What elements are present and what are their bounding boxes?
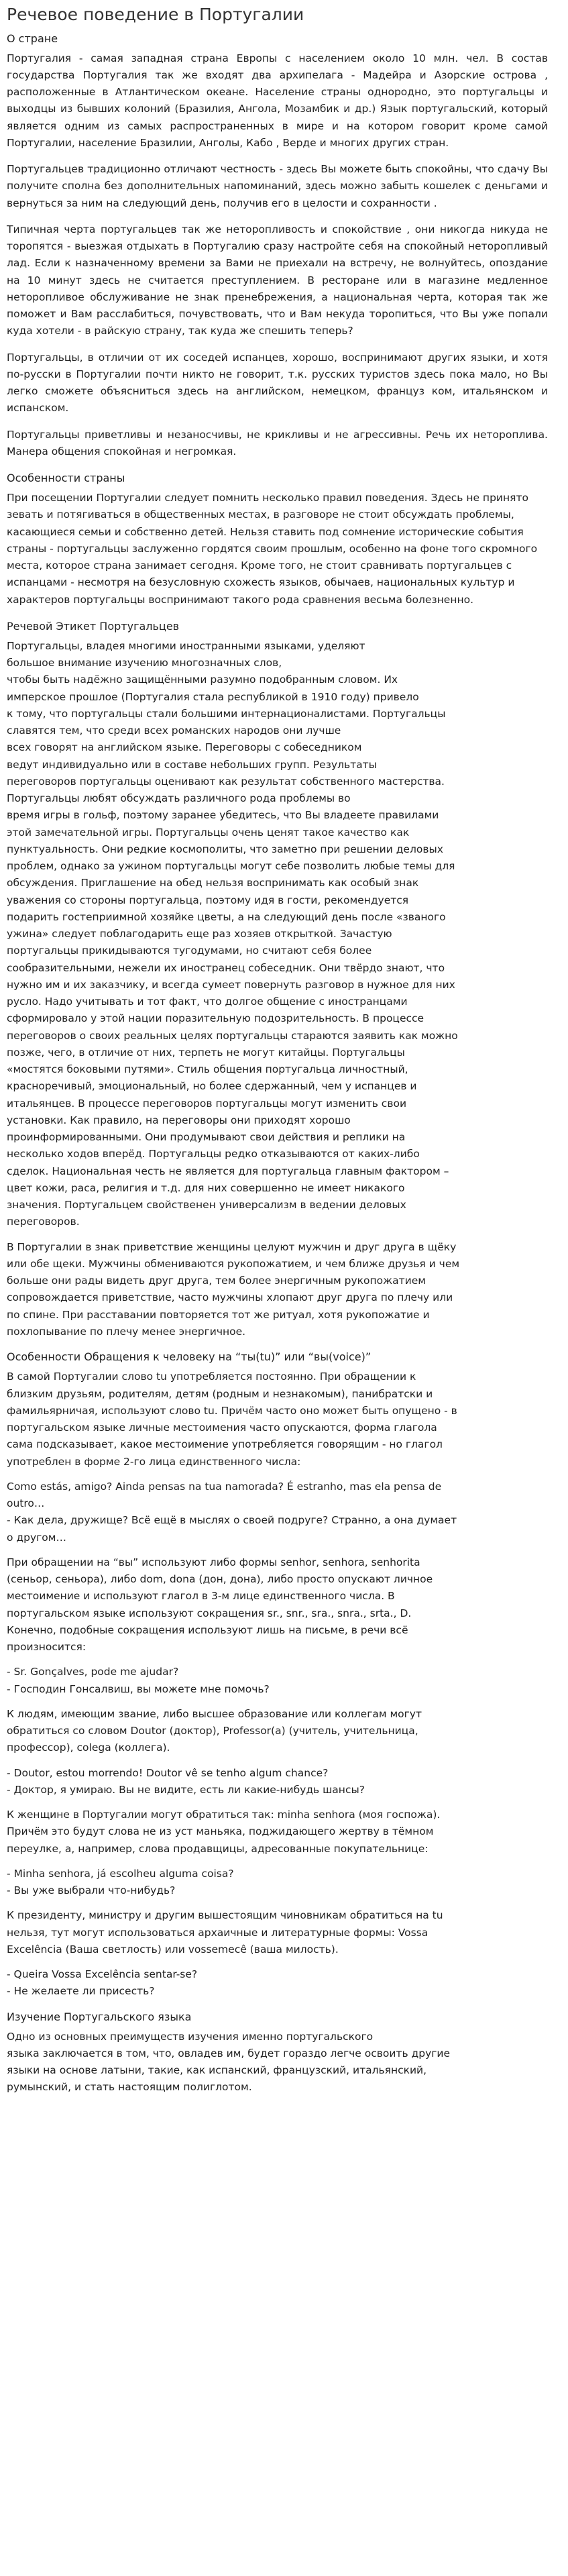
section-heading: О стране — [7, 32, 58, 45]
example-dialogue: - Minha senhora, já escolheu alguma coisa? - Вы уже выбрали что-нибудь? — [7, 1867, 234, 1897]
paragraph: В Португалии в знак приветствие женщины целуют мужчин и друг друга в щёку или обе щеки. Мужчины обмениваются рукопожатием, и чем ближе друзья и чем больше они рады видеть друг друга, тем более энергичным рукопожатием сопровождается приветствие, часто мужчины хлопают друг друга по плечу или по спине. При расставании повторяется тот же ритуал, хотя рукопожатие и похлопывание по плечу менее энергичное. — [7, 1240, 460, 1338]
section-learning-portuguese — [7, 2008, 548, 2096]
paragraph: Португальцев традиционно отличают честность - здесь Вы можете быть спокойны, что сдачу Вы получите сполна без дополнительных напоминаний, здесь можно забыть кошелек с деньгами и вернуться за ним на следующий день, получив его в целости и сохранности . — [7, 163, 548, 209]
paragraph: При обращении на “вы” используют либо формы senhor, senhora, senhorita (сеньор, сеньора), либо dom, dona (дон, дона), либо просто опускают личное местоимение и используют глагол в 3-м лице единственного числа. В португальском языке используют сокращения sr., snr., sra., snra., srta., D. Конечно, подобные сокращения используют лишь на письме, в речи всё произносится: — [7, 1556, 433, 1654]
example-dialogue: Como estás, amigo? Ainda pensas na tua namorada? É estranho, mas ela pensa de outro… - Как дела, дружище? Всё ещё в мыслях о своей подруге? Странно, а она думает о другом… — [7, 1480, 457, 1544]
section-heading: Изучение Португальского языка — [7, 2010, 192, 2023]
section-heading: Особенности страны — [7, 472, 125, 485]
section-heading: Речевой Этикет Португальцев — [7, 619, 180, 633]
page-title: Речевое поведение в Португалии — [7, 5, 304, 24]
paragraph: При посещении Португалии следует помнить несколько правил поведения. Здесь не принято зевать и потягиваться в общественных местах, в разговоре не стоит обсуждать проблемы, касающиеся семьи и собственно детей. Нельзя ставить под сомнение исторические события страны - португальцы заслуженно гордятся своим прошлым, особенно на фоне того скромного места, которое страна занимает сегодня. Кроме того, не стоит сравнивать португальцев с испанцами - несмотря на безусловную схожесть языков, обычаев, национальных культур и характеров португальцы воспринимают такого рода сравнения весьма болезненно. — [7, 492, 538, 606]
paragraph: В самой Португалии слово tu употребляется постоянно. При обращении к близким друзьям, родителям, детям (родным и незнакомым), панибратски и фамильярничая, используют слово tu. Причём часто оно может быть опущено - в португальском языке личные местоимения часто опускаются, форма глагола сама подсказывает, какое местоимение употребляется говорящим - но глагол употреблен в форме 2-го лица единственного числа: — [7, 1371, 457, 1468]
example-dialogue: - Doutor, estou morrendo! Doutor vê se tenho algum chance? - Доктор, я умираю. Вы не видите, есть ли какие-нибудь шансы? — [7, 1766, 365, 1796]
example-dialogue: - Queira Vossa Excelência sentar-se? - Не желаете ли присесть? — [7, 1968, 198, 1998]
section-country-features — [7, 470, 548, 608]
section-speech-etiquette — [7, 618, 548, 1340]
paragraph: Португальцы, владея многими иностранными языками, уделяют большое внимание изучению многозначных слов, чтобы быть надёжно защищёнными разумно подобранным словом. Их имперское прошлое (Португалия стала республикой в 1910 году) привело к тому, что португальцы стали большими интернационалистами. Португальцы славятся тем, что среди всех романских народов они лучше всех говорят на английском языке. Переговоры с собеседником ведут индивидуально или в составе небольших групп. Результаты переговоров португальцы оценивают как результат собственного мастерства. Португальцы любят обсуждать различного рода проблемы во время игры в гольф, поэтому заранее убедитесь, что Вы владеете правилами этой замечательной игры. Португальцы очень ценят такое качество как пунктуальность. Они редкие космополиты, что заметно при решении деловых проблем, однако за ужином португальцы могут себе позволить любые темы для обсуждения. Приглашение на обед нельзя воспринимать как особый знак уважения со стороны португальца, поэтому идя в гости, рекомендуется подарить гостеприимной хозяйке цветы, а на следующий день после «званого ужина» следует поблагодарить еще раз хозяев открыткой. Зачастую португальцы прикидываются тугодумами, но считают себя более сообразительными, нежели их иностранец собеседник. Они твёрдо знают, что нужно им и их заказчику, и всегда сумеет повернуть разговор в нужное для них русло. Надо учитывать и тот факт, что долгое общение с иностранцами сформировало у этой нации поразительную подозрительность. В процессе переговоров о своих реальных целях португальцы стараются заявить как можно позже, чего, в отличие от них, терпеть не могут китайцы. Португальцы «мостятся боковыми путями». Стиль общения португальца личностный, красноречивый, эмоциональный, но более сдержанный, чем у испанцев и итальянцев. В процессе переговоров португальцы могут изменить свои установки. Как правило, на переговоры они приходят хорошо проинформированными. Они продумывают свои действия и реплики на несколько ходов вперёд. Португальцы редко отказываются от каких-либо сделок. Национальная честь не является для португальца главным фактором – цвет кожи, раса, религия и т.д. для них совершенно не имеет никакого значения. Португальцем свойственен универсализм в ведении деловых переговоров. — [7, 639, 458, 1228]
section-forms-of-address — [7, 1348, 548, 2000]
paragraph: К женщине в Португалии могут обратиться так: minha senhora (моя госпожа). Причём это будут слова не из уст маньяка, поджидающего жертву в тёмном переулке, а, например, слова продавщицы, адресованные покупательнице: — [7, 1809, 441, 1855]
paragraph: Одно из основных преимуществ изучения именно португальского языка заключается в том, что, овладев им, будет гораздо легче освоить другие языки на основе латыни, такие, как испанский, французский, итальянский, румынский, и стать настоящим полиглотом. — [7, 2030, 450, 2094]
example-dialogue: - Sr. Gonçalves, pode me ajudar? - Господин Гонсалвиш, вы можете мне помочь? — [7, 1666, 270, 1695]
paragraph: К людям, имеющим звание, либо высшее образование или коллегам могут обратиться со словом Doutor (доктор), Professor(a) (учитель, учительница, профессор), colega (коллега). — [7, 1707, 422, 1754]
section-about-country — [7, 30, 548, 461]
paragraph: Типичная черта португальцев так же неторопливость и спокойствие , они никогда никуда не торопятся - выезжая отдыхать в Португалию сразу настройте себя на спокойный неторопливый лад. Если к назначенному времени за Вами не приехали на встречу, не волнуйтесь, опоздание на 10 минут здесь не считается преступлением. В ресторане или в магазине медленное неторопливое обслуживание не знак пренебрежения, а национальная черта, которая так же поможет и Вам расслабиться, почувствовать, что и Вам некуда торопиться, что Вы уже попали куда хотели - в райскую страну, так куда же спешить теперь? — [7, 223, 548, 337]
section-heading: Особенности Обращения к человеку на “ты(tu)” или “вы(voice)” — [7, 1350, 372, 1364]
paragraph: Португалия - самая западная страна Европы с населением около 10 млн. чел. В состав государства Португалия так же входят два архипелага - Мадейра и Азорские острова , расположенные в Атлантическом океане. Население страны однородно, это португальцы и выходцы из бывших колоний (Бразилия, Ангола, Мозамбик и др.) Язык португальский, который является одним из самых распространенных в мире и на котором говорит кроме самой Португалии, население Бразилии, Анголы, Кабо , Верде и многих других стран. — [7, 52, 548, 149]
paragraph: Португальцы, в отличии от их соседей испанцев, хорошо, воспринимают других языки, и хотя по-русски в Португалии почти никто не говорит, т.к. русских туристов здесь пока мало, но Вы легко сможете объясниться здесь на английском, немецком, француз ком, итальянском и испанском. — [7, 351, 548, 415]
paragraph: Португальцы приветливы и незанocчивы, не крикливы и не агрессивны. Речь их неторопливa. Манера общения спокойная и негромкая. — [7, 428, 548, 458]
paragraph: К президенту, министру и другим вышестоящим чиновникам обратиться на tu нельзя, тут могут использоваться архаичные и литературные формы: Vossa Excelência (Ваша светлость) или vossemecê (ваша милость). — [7, 1909, 443, 1955]
